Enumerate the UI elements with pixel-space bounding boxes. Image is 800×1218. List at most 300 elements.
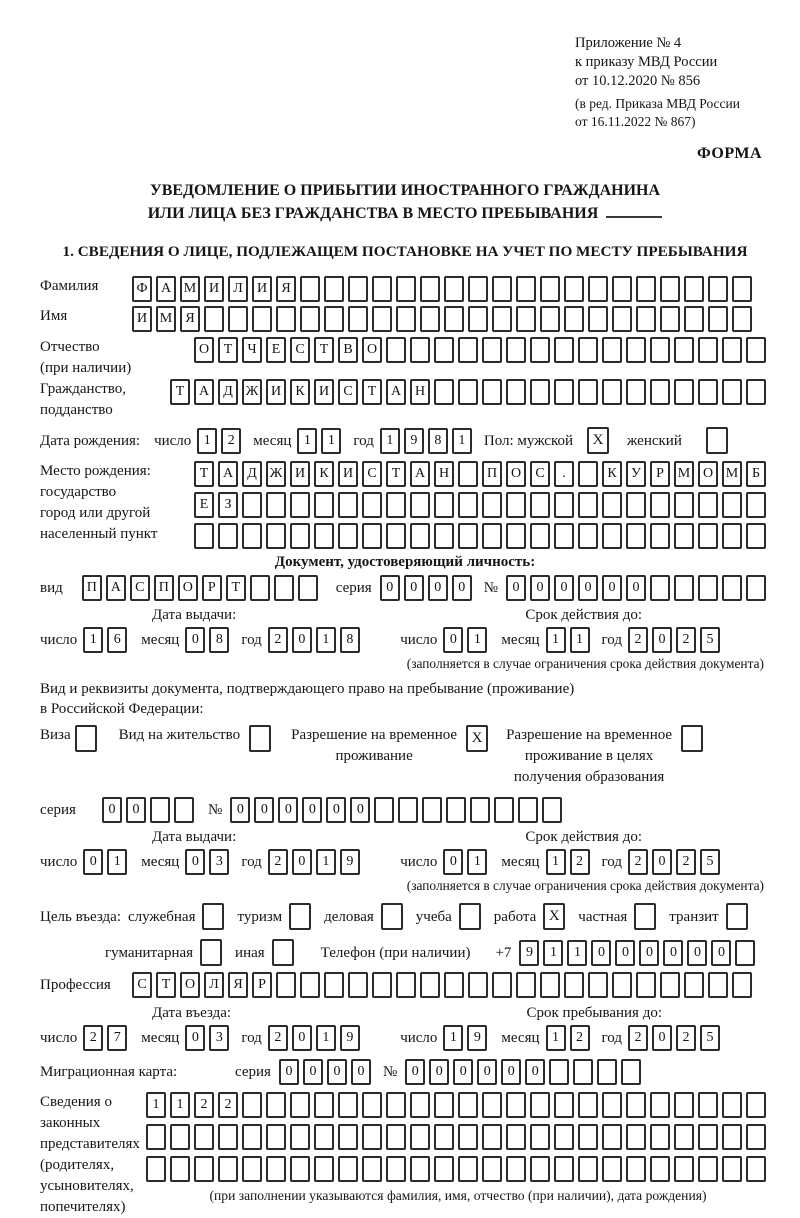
char-cell[interactable] [530, 379, 550, 405]
char-cell[interactable] [396, 276, 416, 302]
char-cell[interactable]: 1 [316, 627, 336, 653]
char-cell[interactable]: 1 [316, 849, 336, 875]
char-cell[interactable]: 0 [83, 849, 103, 875]
char-cell[interactable] [492, 276, 512, 302]
char-cell[interactable] [314, 523, 334, 549]
char-cell[interactable]: А [156, 276, 176, 302]
char-cell[interactable]: 0 [351, 1059, 371, 1085]
purpose-transit-checkbox[interactable] [726, 903, 748, 930]
char-cell[interactable]: М [722, 461, 742, 487]
char-cell[interactable]: 1 [543, 940, 563, 966]
char-cell[interactable] [290, 523, 310, 549]
char-cell[interactable] [722, 379, 742, 405]
char-cell[interactable] [420, 276, 440, 302]
char-cell[interactable]: 0 [292, 1025, 312, 1051]
char-cell[interactable]: 3 [209, 849, 229, 875]
char-cell[interactable]: 8 [209, 627, 229, 653]
char-cell[interactable] [674, 523, 694, 549]
char-cell[interactable] [650, 337, 670, 363]
purpose-humanitarian-checkbox[interactable] [200, 939, 222, 966]
char-cell[interactable] [746, 337, 766, 363]
char-cell[interactable] [746, 1156, 766, 1182]
char-cell[interactable]: 1 [83, 627, 103, 653]
char-cell[interactable]: О [180, 972, 200, 998]
char-cell[interactable] [746, 379, 766, 405]
char-cell[interactable]: 1 [546, 849, 566, 875]
char-cell[interactable] [518, 797, 538, 823]
char-cell[interactable]: 2 [268, 627, 288, 653]
char-cell[interactable]: 0 [578, 575, 598, 601]
char-cell[interactable] [386, 1092, 406, 1118]
edu-residence-permit-checkbox[interactable] [681, 725, 703, 752]
char-cell[interactable] [530, 492, 550, 518]
char-cell[interactable]: 1 [197, 428, 217, 454]
char-cell[interactable]: Т [386, 461, 406, 487]
char-cell[interactable] [674, 492, 694, 518]
char-cell[interactable] [300, 972, 320, 998]
char-cell[interactable] [458, 337, 478, 363]
char-cell[interactable]: К [314, 461, 334, 487]
char-cell[interactable]: М [156, 306, 176, 332]
char-cell[interactable] [602, 1156, 622, 1182]
char-cell[interactable] [444, 276, 464, 302]
char-cell[interactable] [458, 1156, 478, 1182]
char-cell[interactable]: 0 [185, 1025, 205, 1051]
char-cell[interactable] [348, 306, 368, 332]
char-cell[interactable]: М [674, 461, 694, 487]
char-cell[interactable]: С [132, 972, 152, 998]
char-cell[interactable]: 2 [570, 1025, 590, 1051]
char-cell[interactable]: 0 [185, 627, 205, 653]
char-cell[interactable] [372, 972, 392, 998]
char-cell[interactable]: 0 [126, 797, 146, 823]
char-cell[interactable]: 0 [663, 940, 683, 966]
char-cell[interactable] [250, 575, 270, 601]
char-cell[interactable]: 0 [506, 575, 526, 601]
char-cell[interactable] [698, 379, 718, 405]
char-cell[interactable] [573, 1059, 593, 1085]
char-cell[interactable]: О [178, 575, 198, 601]
char-cell[interactable]: 1 [546, 1025, 566, 1051]
char-cell[interactable] [554, 523, 574, 549]
char-cell[interactable] [746, 1092, 766, 1118]
char-cell[interactable]: О [698, 461, 718, 487]
char-cell[interactable] [588, 276, 608, 302]
char-cell[interactable] [386, 337, 406, 363]
char-cell[interactable]: Ф [132, 276, 152, 302]
purpose-other-checkbox[interactable] [272, 939, 294, 966]
char-cell[interactable] [722, 1092, 742, 1118]
char-cell[interactable]: О [194, 337, 214, 363]
char-cell[interactable]: 1 [546, 627, 566, 653]
char-cell[interactable] [338, 523, 358, 549]
char-cell[interactable]: 2 [676, 1025, 696, 1051]
char-cell[interactable] [626, 523, 646, 549]
char-cell[interactable] [588, 972, 608, 998]
char-cell[interactable]: 1 [321, 428, 341, 454]
char-cell[interactable] [578, 461, 598, 487]
char-cell[interactable] [746, 575, 766, 601]
char-cell[interactable]: П [154, 575, 174, 601]
char-cell[interactable] [674, 337, 694, 363]
char-cell[interactable]: Д [242, 461, 262, 487]
gender-female-checkbox[interactable] [706, 427, 728, 454]
char-cell[interactable] [621, 1059, 641, 1085]
char-cell[interactable]: Я [276, 276, 296, 302]
char-cell[interactable] [468, 306, 488, 332]
char-cell[interactable]: Р [202, 575, 222, 601]
char-cell[interactable] [506, 492, 526, 518]
char-cell[interactable]: А [194, 379, 214, 405]
char-cell[interactable]: 0 [452, 575, 472, 601]
char-cell[interactable] [410, 492, 430, 518]
char-cell[interactable] [482, 1092, 502, 1118]
char-cell[interactable]: 1 [467, 849, 487, 875]
char-cell[interactable] [612, 972, 632, 998]
char-cell[interactable] [564, 972, 584, 998]
char-cell[interactable]: И [266, 379, 286, 405]
char-cell[interactable] [626, 337, 646, 363]
char-cell[interactable] [554, 1092, 574, 1118]
char-cell[interactable] [434, 492, 454, 518]
char-cell[interactable]: Л [228, 276, 248, 302]
char-cell[interactable]: 1 [380, 428, 400, 454]
char-cell[interactable] [446, 797, 466, 823]
char-cell[interactable]: И [338, 461, 358, 487]
char-cell[interactable] [530, 1124, 550, 1150]
char-cell[interactable] [554, 379, 574, 405]
purpose-work-checkbox[interactable]: X [543, 903, 565, 930]
char-cell[interactable]: 9 [467, 1025, 487, 1051]
char-cell[interactable] [228, 306, 248, 332]
char-cell[interactable] [348, 276, 368, 302]
char-cell[interactable]: И [314, 379, 334, 405]
char-cell[interactable] [314, 1124, 334, 1150]
char-cell[interactable]: Л [204, 972, 224, 998]
char-cell[interactable] [290, 1124, 310, 1150]
char-cell[interactable] [374, 797, 394, 823]
char-cell[interactable]: 9 [519, 940, 539, 966]
char-cell[interactable] [324, 972, 344, 998]
char-cell[interactable]: 5 [700, 627, 720, 653]
char-cell[interactable]: 0 [443, 627, 463, 653]
char-cell[interactable]: Е [194, 492, 214, 518]
char-cell[interactable]: 0 [102, 797, 122, 823]
char-cell[interactable] [204, 306, 224, 332]
char-cell[interactable]: Б [746, 461, 766, 487]
char-cell[interactable] [398, 797, 418, 823]
char-cell[interactable]: У [626, 461, 646, 487]
purpose-tourism-checkbox[interactable] [289, 903, 311, 930]
char-cell[interactable]: 2 [83, 1025, 103, 1051]
char-cell[interactable]: 5 [700, 849, 720, 875]
char-cell[interactable] [698, 492, 718, 518]
char-cell[interactable] [290, 1156, 310, 1182]
char-cell[interactable]: 2 [570, 849, 590, 875]
purpose-study-checkbox[interactable] [459, 903, 481, 930]
char-cell[interactable] [150, 797, 170, 823]
char-cell[interactable] [698, 1092, 718, 1118]
char-cell[interactable] [420, 306, 440, 332]
char-cell[interactable]: 0 [501, 1059, 521, 1085]
char-cell[interactable]: 3 [209, 1025, 229, 1051]
char-cell[interactable] [674, 575, 694, 601]
char-cell[interactable] [626, 379, 646, 405]
char-cell[interactable]: 2 [628, 627, 648, 653]
char-cell[interactable]: Т [218, 337, 238, 363]
char-cell[interactable] [732, 972, 752, 998]
char-cell[interactable]: 0 [602, 575, 622, 601]
char-cell[interactable] [170, 1156, 190, 1182]
char-cell[interactable] [410, 1156, 430, 1182]
char-cell[interactable] [324, 276, 344, 302]
char-cell[interactable] [746, 523, 766, 549]
char-cell[interactable] [396, 972, 416, 998]
char-cell[interactable] [242, 1156, 262, 1182]
char-cell[interactable] [422, 797, 442, 823]
char-cell[interactable] [722, 337, 742, 363]
char-cell[interactable] [542, 797, 562, 823]
char-cell[interactable] [362, 1092, 382, 1118]
char-cell[interactable] [708, 306, 728, 332]
temp-residence-permit-checkbox[interactable]: X [466, 725, 488, 752]
char-cell[interactable] [298, 575, 318, 601]
char-cell[interactable] [170, 1124, 190, 1150]
char-cell[interactable]: 0 [292, 849, 312, 875]
char-cell[interactable]: Д [218, 379, 238, 405]
char-cell[interactable] [732, 276, 752, 302]
char-cell[interactable]: 0 [254, 797, 274, 823]
char-cell[interactable] [530, 1092, 550, 1118]
char-cell[interactable] [482, 492, 502, 518]
char-cell[interactable] [732, 306, 752, 332]
char-cell[interactable] [746, 492, 766, 518]
char-cell[interactable] [458, 461, 478, 487]
char-cell[interactable] [650, 523, 670, 549]
char-cell[interactable]: 0 [615, 940, 635, 966]
char-cell[interactable] [242, 492, 262, 518]
char-cell[interactable] [194, 1124, 214, 1150]
residence-permit-checkbox[interactable] [249, 725, 271, 752]
char-cell[interactable]: Ж [266, 461, 286, 487]
char-cell[interactable] [434, 379, 454, 405]
char-cell[interactable]: М [180, 276, 200, 302]
char-cell[interactable] [660, 972, 680, 998]
char-cell[interactable] [549, 1059, 569, 1085]
char-cell[interactable] [386, 1124, 406, 1150]
char-cell[interactable]: А [410, 461, 430, 487]
char-cell[interactable] [698, 523, 718, 549]
char-cell[interactable]: Т [226, 575, 246, 601]
purpose-business-checkbox[interactable] [202, 903, 224, 930]
char-cell[interactable] [578, 492, 598, 518]
char-cell[interactable]: С [530, 461, 550, 487]
char-cell[interactable] [482, 523, 502, 549]
char-cell[interactable] [626, 1156, 646, 1182]
char-cell[interactable] [242, 523, 262, 549]
char-cell[interactable] [266, 1156, 286, 1182]
char-cell[interactable] [650, 379, 670, 405]
char-cell[interactable] [362, 1124, 382, 1150]
char-cell[interactable] [386, 1156, 406, 1182]
char-cell[interactable]: С [130, 575, 150, 601]
char-cell[interactable] [660, 276, 680, 302]
char-cell[interactable] [266, 1092, 286, 1118]
char-cell[interactable] [660, 306, 680, 332]
char-cell[interactable] [516, 276, 536, 302]
char-cell[interactable] [506, 1156, 526, 1182]
char-cell[interactable] [612, 306, 632, 332]
char-cell[interactable]: Е [266, 337, 286, 363]
char-cell[interactable]: 2 [218, 1092, 238, 1118]
char-cell[interactable] [482, 337, 502, 363]
char-cell[interactable]: 0 [327, 1059, 347, 1085]
char-cell[interactable] [434, 1092, 454, 1118]
char-cell[interactable] [174, 797, 194, 823]
char-cell[interactable] [434, 337, 454, 363]
char-cell[interactable] [722, 523, 742, 549]
char-cell[interactable]: В [338, 337, 358, 363]
char-cell[interactable] [218, 1156, 238, 1182]
char-cell[interactable] [300, 276, 320, 302]
char-cell[interactable] [444, 306, 464, 332]
char-cell[interactable]: 1 [467, 627, 487, 653]
char-cell[interactable]: 0 [443, 849, 463, 875]
char-cell[interactable] [458, 492, 478, 518]
char-cell[interactable] [564, 276, 584, 302]
char-cell[interactable] [482, 1156, 502, 1182]
char-cell[interactable] [578, 523, 598, 549]
char-cell[interactable]: Ж [242, 379, 262, 405]
char-cell[interactable]: 2 [268, 849, 288, 875]
char-cell[interactable]: 0 [230, 797, 250, 823]
char-cell[interactable] [602, 337, 622, 363]
char-cell[interactable] [492, 972, 512, 998]
char-cell[interactable] [588, 306, 608, 332]
char-cell[interactable]: Н [410, 379, 430, 405]
char-cell[interactable] [410, 337, 430, 363]
char-cell[interactable] [626, 1092, 646, 1118]
char-cell[interactable]: Т [170, 379, 190, 405]
char-cell[interactable]: Р [650, 461, 670, 487]
char-cell[interactable] [458, 379, 478, 405]
char-cell[interactable]: 0 [652, 1025, 672, 1051]
char-cell[interactable]: 9 [340, 849, 360, 875]
char-cell[interactable] [722, 1156, 742, 1182]
char-cell[interactable] [530, 523, 550, 549]
char-cell[interactable] [372, 306, 392, 332]
char-cell[interactable]: 0 [652, 627, 672, 653]
char-cell[interactable]: Ч [242, 337, 262, 363]
char-cell[interactable]: 0 [530, 575, 550, 601]
char-cell[interactable]: Я [180, 306, 200, 332]
char-cell[interactable]: 7 [107, 1025, 127, 1051]
char-cell[interactable] [314, 1156, 334, 1182]
char-cell[interactable] [650, 1092, 670, 1118]
char-cell[interactable]: 1 [297, 428, 317, 454]
char-cell[interactable] [218, 1124, 238, 1150]
char-cell[interactable] [348, 972, 368, 998]
char-cell[interactable]: . [554, 461, 574, 487]
char-cell[interactable] [602, 492, 622, 518]
char-cell[interactable]: 0 [554, 575, 574, 601]
char-cell[interactable]: 0 [292, 627, 312, 653]
char-cell[interactable] [626, 492, 646, 518]
char-cell[interactable] [494, 797, 514, 823]
char-cell[interactable]: 1 [170, 1092, 190, 1118]
char-cell[interactable] [338, 1124, 358, 1150]
char-cell[interactable] [530, 1156, 550, 1182]
char-cell[interactable] [146, 1124, 166, 1150]
char-cell[interactable] [470, 797, 490, 823]
char-cell[interactable]: А [386, 379, 406, 405]
char-cell[interactable] [578, 1124, 598, 1150]
char-cell[interactable]: 0 [405, 1059, 425, 1085]
char-cell[interactable] [674, 1092, 694, 1118]
char-cell[interactable]: 2 [628, 1025, 648, 1051]
char-cell[interactable]: С [290, 337, 310, 363]
char-cell[interactable] [674, 1156, 694, 1182]
char-cell[interactable] [506, 379, 526, 405]
char-cell[interactable]: 0 [279, 1059, 299, 1085]
gender-male-checkbox[interactable]: X [587, 427, 609, 454]
char-cell[interactable] [698, 1124, 718, 1150]
char-cell[interactable]: 1 [443, 1025, 463, 1051]
char-cell[interactable]: П [82, 575, 102, 601]
char-cell[interactable]: 0 [185, 849, 205, 875]
char-cell[interactable]: 0 [326, 797, 346, 823]
char-cell[interactable] [684, 972, 704, 998]
char-cell[interactable] [516, 972, 536, 998]
char-cell[interactable] [636, 276, 656, 302]
char-cell[interactable]: 1 [570, 627, 590, 653]
char-cell[interactable]: 8 [428, 428, 448, 454]
char-cell[interactable]: И [252, 276, 272, 302]
char-cell[interactable]: С [338, 379, 358, 405]
char-cell[interactable] [506, 1124, 526, 1150]
char-cell[interactable]: 1 [567, 940, 587, 966]
char-cell[interactable]: 9 [404, 428, 424, 454]
char-cell[interactable] [650, 492, 670, 518]
char-cell[interactable] [362, 1156, 382, 1182]
char-cell[interactable] [684, 276, 704, 302]
char-cell[interactable] [674, 1124, 694, 1150]
purpose-private-checkbox[interactable] [634, 903, 656, 930]
char-cell[interactable] [458, 1124, 478, 1150]
char-cell[interactable]: 5 [700, 1025, 720, 1051]
char-cell[interactable] [554, 337, 574, 363]
visa-checkbox[interactable] [75, 725, 97, 752]
char-cell[interactable] [540, 972, 560, 998]
char-cell[interactable]: 0 [711, 940, 731, 966]
char-cell[interactable] [554, 492, 574, 518]
char-cell[interactable]: 0 [428, 575, 448, 601]
char-cell[interactable] [650, 1124, 670, 1150]
char-cell[interactable] [626, 1124, 646, 1150]
char-cell[interactable]: 0 [525, 1059, 545, 1085]
char-cell[interactable] [396, 306, 416, 332]
char-cell[interactable] [708, 972, 728, 998]
char-cell[interactable]: П [482, 461, 502, 487]
char-cell[interactable]: 0 [302, 797, 322, 823]
char-cell[interactable] [636, 306, 656, 332]
char-cell[interactable] [434, 1124, 454, 1150]
char-cell[interactable] [468, 276, 488, 302]
char-cell[interactable]: 1 [146, 1092, 166, 1118]
char-cell[interactable] [482, 1124, 502, 1150]
char-cell[interactable] [362, 492, 382, 518]
char-cell[interactable] [612, 276, 632, 302]
